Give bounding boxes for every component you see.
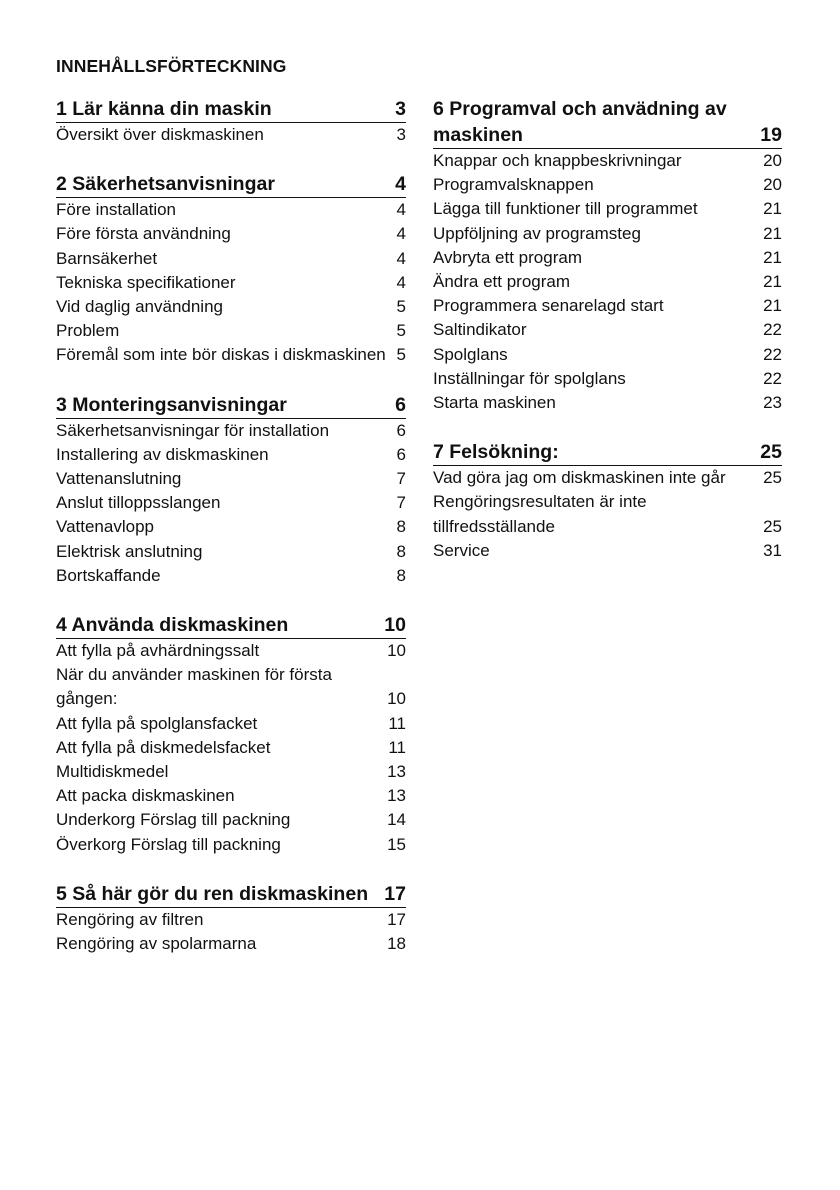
- section-title: 6 Programval och anvädning av maskinen: [433, 98, 727, 146]
- entry-title: Spolglans: [433, 344, 508, 364]
- page-title: INNEHÅLLSFÖRTECKNING: [56, 56, 287, 76]
- entry-title: Avbryta ett program: [433, 247, 582, 267]
- section-heading[interactable]: [56, 612, 406, 639]
- toc-entry[interactable]: [56, 271, 406, 295]
- entry-title: Underkorg Förslag till packning: [56, 810, 291, 830]
- toc-entry[interactable]: [56, 639, 406, 663]
- entry-title: Att fylla på diskmedelsfacket: [56, 737, 271, 757]
- toc-section-3-monteringsanvisningar: [56, 392, 406, 588]
- toc-entry[interactable]: [433, 490, 782, 538]
- entry-title: Elektrisk anslutning: [56, 541, 203, 561]
- entry-title: Barnsäkerhet: [56, 248, 158, 268]
- entry-title: Bortskaffande: [56, 565, 161, 585]
- entry-title: När du använder maskinen för första gången:: [56, 665, 332, 709]
- toc-entry[interactable]: [56, 808, 406, 832]
- entry-page-number: 5: [396, 345, 406, 365]
- toc-entry[interactable]: [56, 467, 406, 491]
- entry-title: Knappar och knappbeskrivningar: [433, 151, 682, 170]
- toc-entry[interactable]: [56, 319, 406, 343]
- entry-page-number: 8: [396, 565, 406, 585]
- section-heading[interactable]: [56, 171, 406, 198]
- section-title: 7 Felsökning:: [433, 441, 559, 464]
- toc-entry[interactable]: [56, 123, 406, 147]
- toc-entry[interactable]: [56, 736, 406, 760]
- toc-entry[interactable]: [433, 343, 782, 367]
- entry-page-number: 25: [763, 468, 782, 488]
- section-page-number: 6: [395, 393, 406, 416]
- section-heading[interactable]: [56, 96, 406, 123]
- entry-page-number: 8: [396, 517, 406, 537]
- toc-entry[interactable]: [56, 564, 406, 588]
- entry-page-number: 4: [396, 272, 406, 292]
- entry-title: Att fylla på spolglansfacket: [56, 713, 258, 733]
- entry-title: Uppföljning av programsteg: [433, 223, 641, 243]
- entry-title: Rengöring av filtren: [56, 909, 204, 929]
- entry-page-number: 4: [396, 200, 406, 220]
- toc-entry[interactable]: [433, 466, 782, 490]
- toc-entry[interactable]: [56, 247, 406, 271]
- entry-title: Programmera senarelagd start: [433, 296, 664, 316]
- entry-page-number: 18: [387, 934, 406, 954]
- entry-page-number: 4: [396, 224, 406, 244]
- entry-title: Rengöringsresultaten är inte tillfredsställande: [433, 492, 647, 536]
- section-heading[interactable]: [56, 881, 406, 908]
- section-heading[interactable]: [433, 96, 782, 149]
- section-title: 3 Monteringsanvisningar: [56, 393, 287, 416]
- toc-entry[interactable]: [56, 540, 406, 564]
- section-page-number: 19: [760, 124, 782, 146]
- toc-entry[interactable]: [433, 173, 782, 197]
- entry-page-number: 31: [763, 540, 782, 560]
- toc-entry[interactable]: [56, 198, 406, 222]
- entry-title: Överkorg Förslag till packning: [56, 834, 281, 854]
- toc-entry[interactable]: [433, 539, 782, 563]
- entry-title: Att fylla på avhärdningssalt: [56, 641, 260, 661]
- entry-title: Saltindikator: [433, 320, 527, 340]
- entry-page-number: 22: [763, 320, 782, 340]
- toc-section-2-sakerhetsanvisningar: [56, 171, 406, 367]
- toc-right-column: [433, 96, 782, 587]
- section-page-number: 4: [395, 173, 406, 196]
- entry-page-number: 8: [396, 541, 406, 561]
- entry-page-number: 5: [396, 321, 406, 341]
- entry-page-number: 25: [763, 516, 782, 536]
- section-page-number: 3: [395, 98, 406, 120]
- section-page-number: 10: [384, 614, 406, 637]
- entry-page-number: 21: [763, 223, 782, 243]
- toc-entry[interactable]: [56, 343, 406, 367]
- entry-page-number: 10: [387, 641, 406, 661]
- toc-entry[interactable]: [433, 222, 782, 246]
- section-page-number: 25: [760, 441, 782, 464]
- section-page-number: 17: [384, 882, 406, 905]
- entry-page-number: 22: [763, 368, 782, 388]
- entry-title: Lägga till funktioner till programmet: [433, 199, 698, 219]
- entry-title: Före installation: [56, 200, 177, 220]
- toc-entry[interactable]: [56, 491, 406, 515]
- entry-page-number: 7: [396, 493, 406, 513]
- entry-page-number: 14: [387, 810, 406, 830]
- entry-title: Problem: [56, 321, 120, 341]
- toc-section-6-programval-och-anvadning-av-maskinen: [433, 96, 782, 415]
- section-title: 4 Använda diskmaskinen: [56, 614, 289, 637]
- section-title: 5 Så här gör du ren diskmaskinen: [56, 882, 369, 905]
- toc-entry[interactable]: [433, 149, 782, 173]
- entry-title: Programvalsknappen: [433, 175, 594, 195]
- entry-title: Starta maskinen: [433, 393, 556, 413]
- entry-page-number: 7: [396, 469, 406, 489]
- entry-title: Säkerhetsanvisningar för installation: [56, 420, 330, 440]
- toc-entry[interactable]: [56, 295, 406, 319]
- toc-entry[interactable]: [56, 663, 406, 711]
- entry-title: Vad göra jag om diskmaskinen inte går: [433, 468, 726, 488]
- toc-entry[interactable]: [56, 760, 406, 784]
- toc-entry[interactable]: [433, 246, 782, 270]
- toc-entry[interactable]: [433, 197, 782, 221]
- entry-title: Multidiskmedel: [56, 762, 169, 782]
- entry-title: Installering av diskmaskinen: [56, 444, 269, 464]
- entry-page-number: 11: [388, 713, 406, 733]
- entry-page-number: 6: [396, 420, 406, 440]
- toc-section-4-anvanda-diskmaskinen: [56, 612, 406, 857]
- entry-title: Anslut tilloppsslangen: [56, 493, 221, 513]
- entry-title: Översikt över diskmaskinen: [56, 125, 264, 144]
- toc-section-7-felsokning: [433, 439, 782, 563]
- entry-title: Ändra ett program: [433, 272, 571, 292]
- toc-entry[interactable]: [433, 391, 782, 415]
- toc-left-column: [56, 96, 406, 980]
- entry-page-number: 4: [396, 248, 406, 268]
- section-heading[interactable]: [56, 392, 406, 419]
- toc-entry[interactable]: [433, 318, 782, 342]
- entry-page-number: 21: [763, 296, 782, 316]
- entry-page-number: 15: [387, 834, 406, 854]
- section-title: 2 Säkerhetsanvisningar: [56, 173, 275, 196]
- toc-entry[interactable]: [433, 367, 782, 391]
- entry-page-number: 10: [387, 689, 406, 709]
- entry-page-number: 6: [396, 444, 406, 464]
- entry-page-number: 11: [388, 737, 406, 757]
- toc-entry[interactable]: [56, 833, 406, 857]
- toc-entry[interactable]: [56, 515, 406, 539]
- toc-entry[interactable]: [56, 908, 406, 932]
- entry-title: Rengöring av spolarmarna: [56, 934, 257, 954]
- toc-entry[interactable]: [56, 443, 406, 467]
- toc-section-5-sa-har-gor-du-ren-diskmaskinen: [56, 881, 406, 956]
- entry-page-number: 21: [763, 272, 782, 292]
- toc-entry[interactable]: [56, 712, 406, 736]
- entry-page-number: 21: [763, 199, 782, 219]
- toc-section-1-lar-kanna-din-maskin: [56, 96, 406, 147]
- entry-title: Föremål som inte bör diskas i diskmaskinen: [56, 345, 386, 365]
- entry-title: Vid daglig användning: [56, 297, 223, 317]
- toc-entry[interactable]: [56, 419, 406, 443]
- entry-page-number: 22: [763, 344, 782, 364]
- entry-title: Inställningar för spolglans: [433, 368, 626, 388]
- toc-entry[interactable]: [433, 294, 782, 318]
- toc-entry[interactable]: [56, 222, 406, 246]
- entry-page-number: 21: [763, 247, 782, 267]
- toc-entry[interactable]: [433, 270, 782, 294]
- entry-page-number: 13: [387, 762, 406, 782]
- entry-page-number: 20: [763, 175, 782, 195]
- entry-title: Service: [433, 540, 490, 560]
- section-title: 1 Lär känna din maskin: [56, 98, 272, 120]
- entry-title: Vattenanslutning: [56, 469, 182, 489]
- entry-page-number: 20: [763, 151, 782, 170]
- entry-title: Vattenavlopp: [56, 517, 154, 537]
- entry-title: Att packa diskmaskinen: [56, 786, 235, 806]
- toc-entry[interactable]: [56, 932, 406, 956]
- entry-page-number: 13: [387, 786, 406, 806]
- toc-entry[interactable]: [56, 784, 406, 808]
- entry-page-number: 17: [387, 909, 406, 929]
- entry-title: Före första användning: [56, 224, 231, 244]
- entry-page-number: 23: [763, 393, 782, 413]
- entry-page-number: 3: [396, 125, 406, 144]
- entry-title: Tekniska specifikationer: [56, 272, 236, 292]
- entry-page-number: 5: [396, 297, 406, 317]
- section-heading[interactable]: [433, 439, 782, 466]
